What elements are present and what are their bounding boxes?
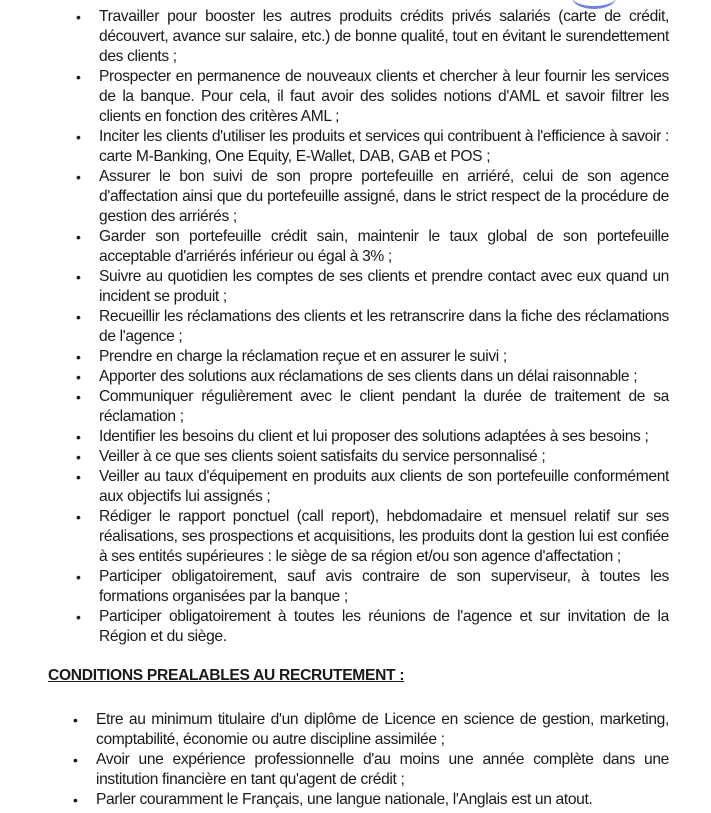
bullet-icon: • [73,792,78,808]
duty-text: Rédiger le rapport ponctuel (call report), hebdomadaire et mensuel relatif sur ses réalisations, ses prospections et acquisitions, les produits dont la gestion lui est confiée à ses entités supérieures : le siège de sa région et/ou son agence d'affectation ; [99,508,669,565]
bullet-icon: • [76,309,81,325]
duty-text: Prendre en charge la réclamation reçue et en assurer le suivi ; [99,348,507,365]
duty-text: Participer obligatoirement à toutes les réunions de l'agence et sur invitation de la Région et du siège. [99,608,669,645]
duty-item [0,447,711,467]
duties-list [0,7,711,647]
duty-text: Apporter des solutions aux réclamations de ses clients dans un délai raisonnable ; [99,368,638,385]
duty-text: Suivre au quotidien les comptes de ses clients et prendre contact avec eux quand un incident se produit ; [99,268,669,305]
duty-item [0,607,711,647]
bullet-icon: • [76,449,81,465]
conditions-heading: CONDITIONS PREALABLES AU RECRUTEMENT : [48,667,405,684]
duty-item [0,347,711,367]
duty-text: Veiller au taux d'équipement en produits aux clients de son portefeuille conformément aux objectifs lui assignés ; [99,468,669,505]
condition-text: Etre au minimum titulaire d'un diplôme de Licence en science de gestion, marketing, comptabilité, économie ou autre discipline assimilée ; [96,711,669,748]
duty-item [0,67,711,127]
bullet-icon: • [73,752,78,768]
conditions-list [0,710,711,810]
duty-text: Assurer le bon suivi de son propre portefeuille en arriéré, celui de son agence d'affectation ainsi que du portefeuille assigné, dans le strict respect de la procédure de gestion des arriérés ; [99,168,669,225]
bullet-icon: • [73,712,78,728]
duty-text: Communiquer régulièrement avec le client pendant la durée de traitement de sa réclamation ; [99,388,669,425]
duty-item [0,307,711,347]
bullet-icon: • [76,569,81,585]
bullet-icon: • [76,229,81,245]
duty-item [0,367,711,387]
duty-text: Prospecter en permanence de nouveaux clients et chercher à leur fournir les services de la banque. Pour cela, il faut avoir des solides notions d'AML et savoir filtrer les clients en fonction des critères AML ; [99,68,669,125]
bullet-icon: • [76,369,81,385]
bullet-icon: • [76,129,81,145]
duty-item [0,167,711,227]
duty-text: Identifier les besoins du client et lui proposer des solutions adaptées à ses besoins ; [99,428,649,445]
bullet-icon: • [76,509,81,525]
duty-item [0,227,711,267]
duty-text: Inciter les clients d'utiliser les produits et services qui contribuent à l'efficience à savoir : carte M-Banking, One Equity, E-Wallet, DAB, GAB et POS ; [99,128,669,165]
duty-text: Participer obligatoirement, sauf avis contraire de son superviseur, à toutes les formations organisées par la banque ; [99,568,669,605]
duty-item [0,427,711,447]
duty-text: Garder son portefeuille crédit sain, maintenir le taux global de son portefeuille acceptable d'arriérés inférieur ou égal à 3% ; [99,228,669,265]
duty-text: Travailler pour booster les autres produits crédits privés salariés (carte de crédit, découvert, avance sur salaire, etc.) de bonne qualité, tout en évitant le surendettement des clients ; [99,8,669,65]
bullet-icon: • [76,9,81,25]
duty-item [0,467,711,507]
condition-item [0,710,711,750]
duty-item [0,267,711,307]
duty-text: Veiller à ce que ses clients soient satisfaits du service personnalisé ; [99,448,546,465]
duty-item [0,387,711,427]
condition-text: Parler couramment le Français, une langue nationale, l'Anglais est un atout. [96,791,593,808]
duty-item [0,507,711,567]
bullet-icon: • [76,269,81,285]
duty-item [0,7,711,67]
bullet-icon: • [76,349,81,365]
bullet-icon: • [76,169,81,185]
duty-text: Recueillir les réclamations des clients et les retranscrire dans la fiche des réclamations de l'agence ; [99,308,669,345]
bullet-icon: • [76,69,81,85]
condition-item [0,750,711,790]
bullet-icon: • [76,429,81,445]
condition-item [0,790,711,810]
bullet-icon: • [76,469,81,485]
duty-item [0,567,711,607]
bullet-icon: • [76,609,81,625]
duty-item [0,127,711,167]
condition-text: Avoir une expérience professionnelle d'au moins une année complète dans une institution financière en tant qu'agent de crédit ; [96,751,669,788]
bullet-icon: • [76,389,81,405]
